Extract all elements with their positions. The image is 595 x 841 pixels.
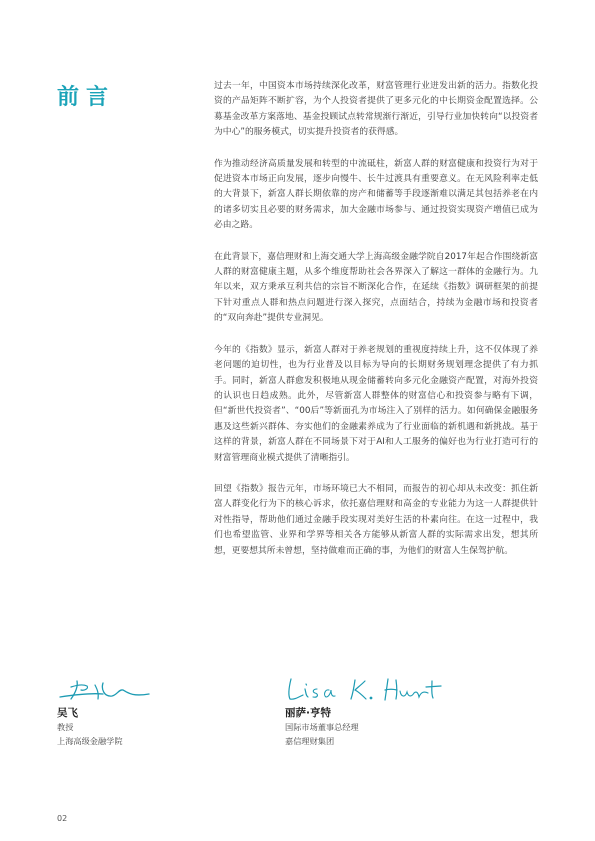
paragraph-5: 回望《指数》报告元年，市场环境已大不相同，而报告的初心却从未改变：抓住新富人群变化行为下的核心诉求，依托嘉信理财和高金的专业能力为这一人群提供针对性指导，帮助他们通过金融手段实现对美好生活的朴素向往。在这一过程中，我们也希望监管、业界和学界等相关各方能够从新富人群的实际需求出发，想其所想，更要想其所未曾想，坚持做难而正确的事，为他们的财富人生保驾护航。 [214, 483, 538, 556]
page-heading: 前言 [57, 85, 116, 110]
signatory-name: 丽萨·亨特 [285, 707, 331, 719]
paragraph-4: 今年的《指数》显示，新富人群对于养老规划的重视度持续上升，这不仅体现了养老问题的迫切性，也为行业普及以目标为导向的长期财务规划理念提供了有力抓手。同时，新富人群愈发积极地从现金储蓄转向多元化金融资产配置，对海外投资的认识也日趋成熟。此外，尽管新富人群整体的财富信心和投资参与略有下调，但“新世代投资者”、“00后”等新面孔为市场注入了别样的活力。如何确保金融服务惠及这些新兴群体、夯实他们的金融素养成为了行业面临的新机遇和新挑战。基于这样的背景，新富人群在不同场景下对于AI和人工服务的偏好也为行业打造可行的财富管理商业模式提供了清晰指引。 [214, 344, 538, 463]
signatory-title: 教授 [57, 722, 74, 732]
page-number: 02 [57, 814, 68, 823]
signatory-name: 吴飞 [57, 707, 78, 719]
signature-block-wu-fei [57, 675, 152, 748]
paragraph-3: 在此背景下，嘉信理财和上海交通大学上海高级金融学院自2017年起合作围绕新富人群的财富健康主题，从多个维度帮助社会各界深入了解这一群体的金融行为。九年以来，双方秉承互利共信的宗旨不断深化合作，在延续《指数》调研框架的前提下针对重点人群和热点问题进行深入探究，点面结合，持续为金融市场和投资者的“双向奔赴”提供专业洞见。 [214, 251, 538, 324]
paragraph-1: 过去一年，中国资本市场持续深化改革，财富管理行业迸发出新的活力。指数化投资的产品矩阵不断扩容，为个人投资者提供了更多元化的中长期资金配置选择。公募基金改革方案落地、基金投顾试点转常规渐行渐近，引导行业加快转向“以投资者为中心”的服务模式，切实提升投资者的获得感。 [214, 81, 538, 138]
handwritten-signature-lisa-hunt [285, 675, 445, 703]
signatory-organization: 嘉信理财集团 [285, 736, 335, 746]
paragraph-2: 作为推动经济高质量发展和转型的中流砥柱，新富人群的财富健康和投资行为对于促进资本市场正向发展，逐步向慢牛、长牛过渡具有重要意义。在无风险利率走低的大背景下，新富人群长期依靠的房产和储蓄等手段逐渐难以满足其包括养老在内的诸多切实且必要的财务需求，加大金融市场参与、通过投资实现资产增值已成为必由之路。 [214, 158, 538, 231]
signatory-organization: 上海高级金融学院 [57, 736, 123, 746]
signatory-title: 国际市场董事总经理 [285, 722, 359, 732]
signature-block-lisa-hunt [285, 675, 445, 748]
preface-body [214, 79, 538, 575]
handwritten-signature-wu-fei [57, 675, 152, 703]
